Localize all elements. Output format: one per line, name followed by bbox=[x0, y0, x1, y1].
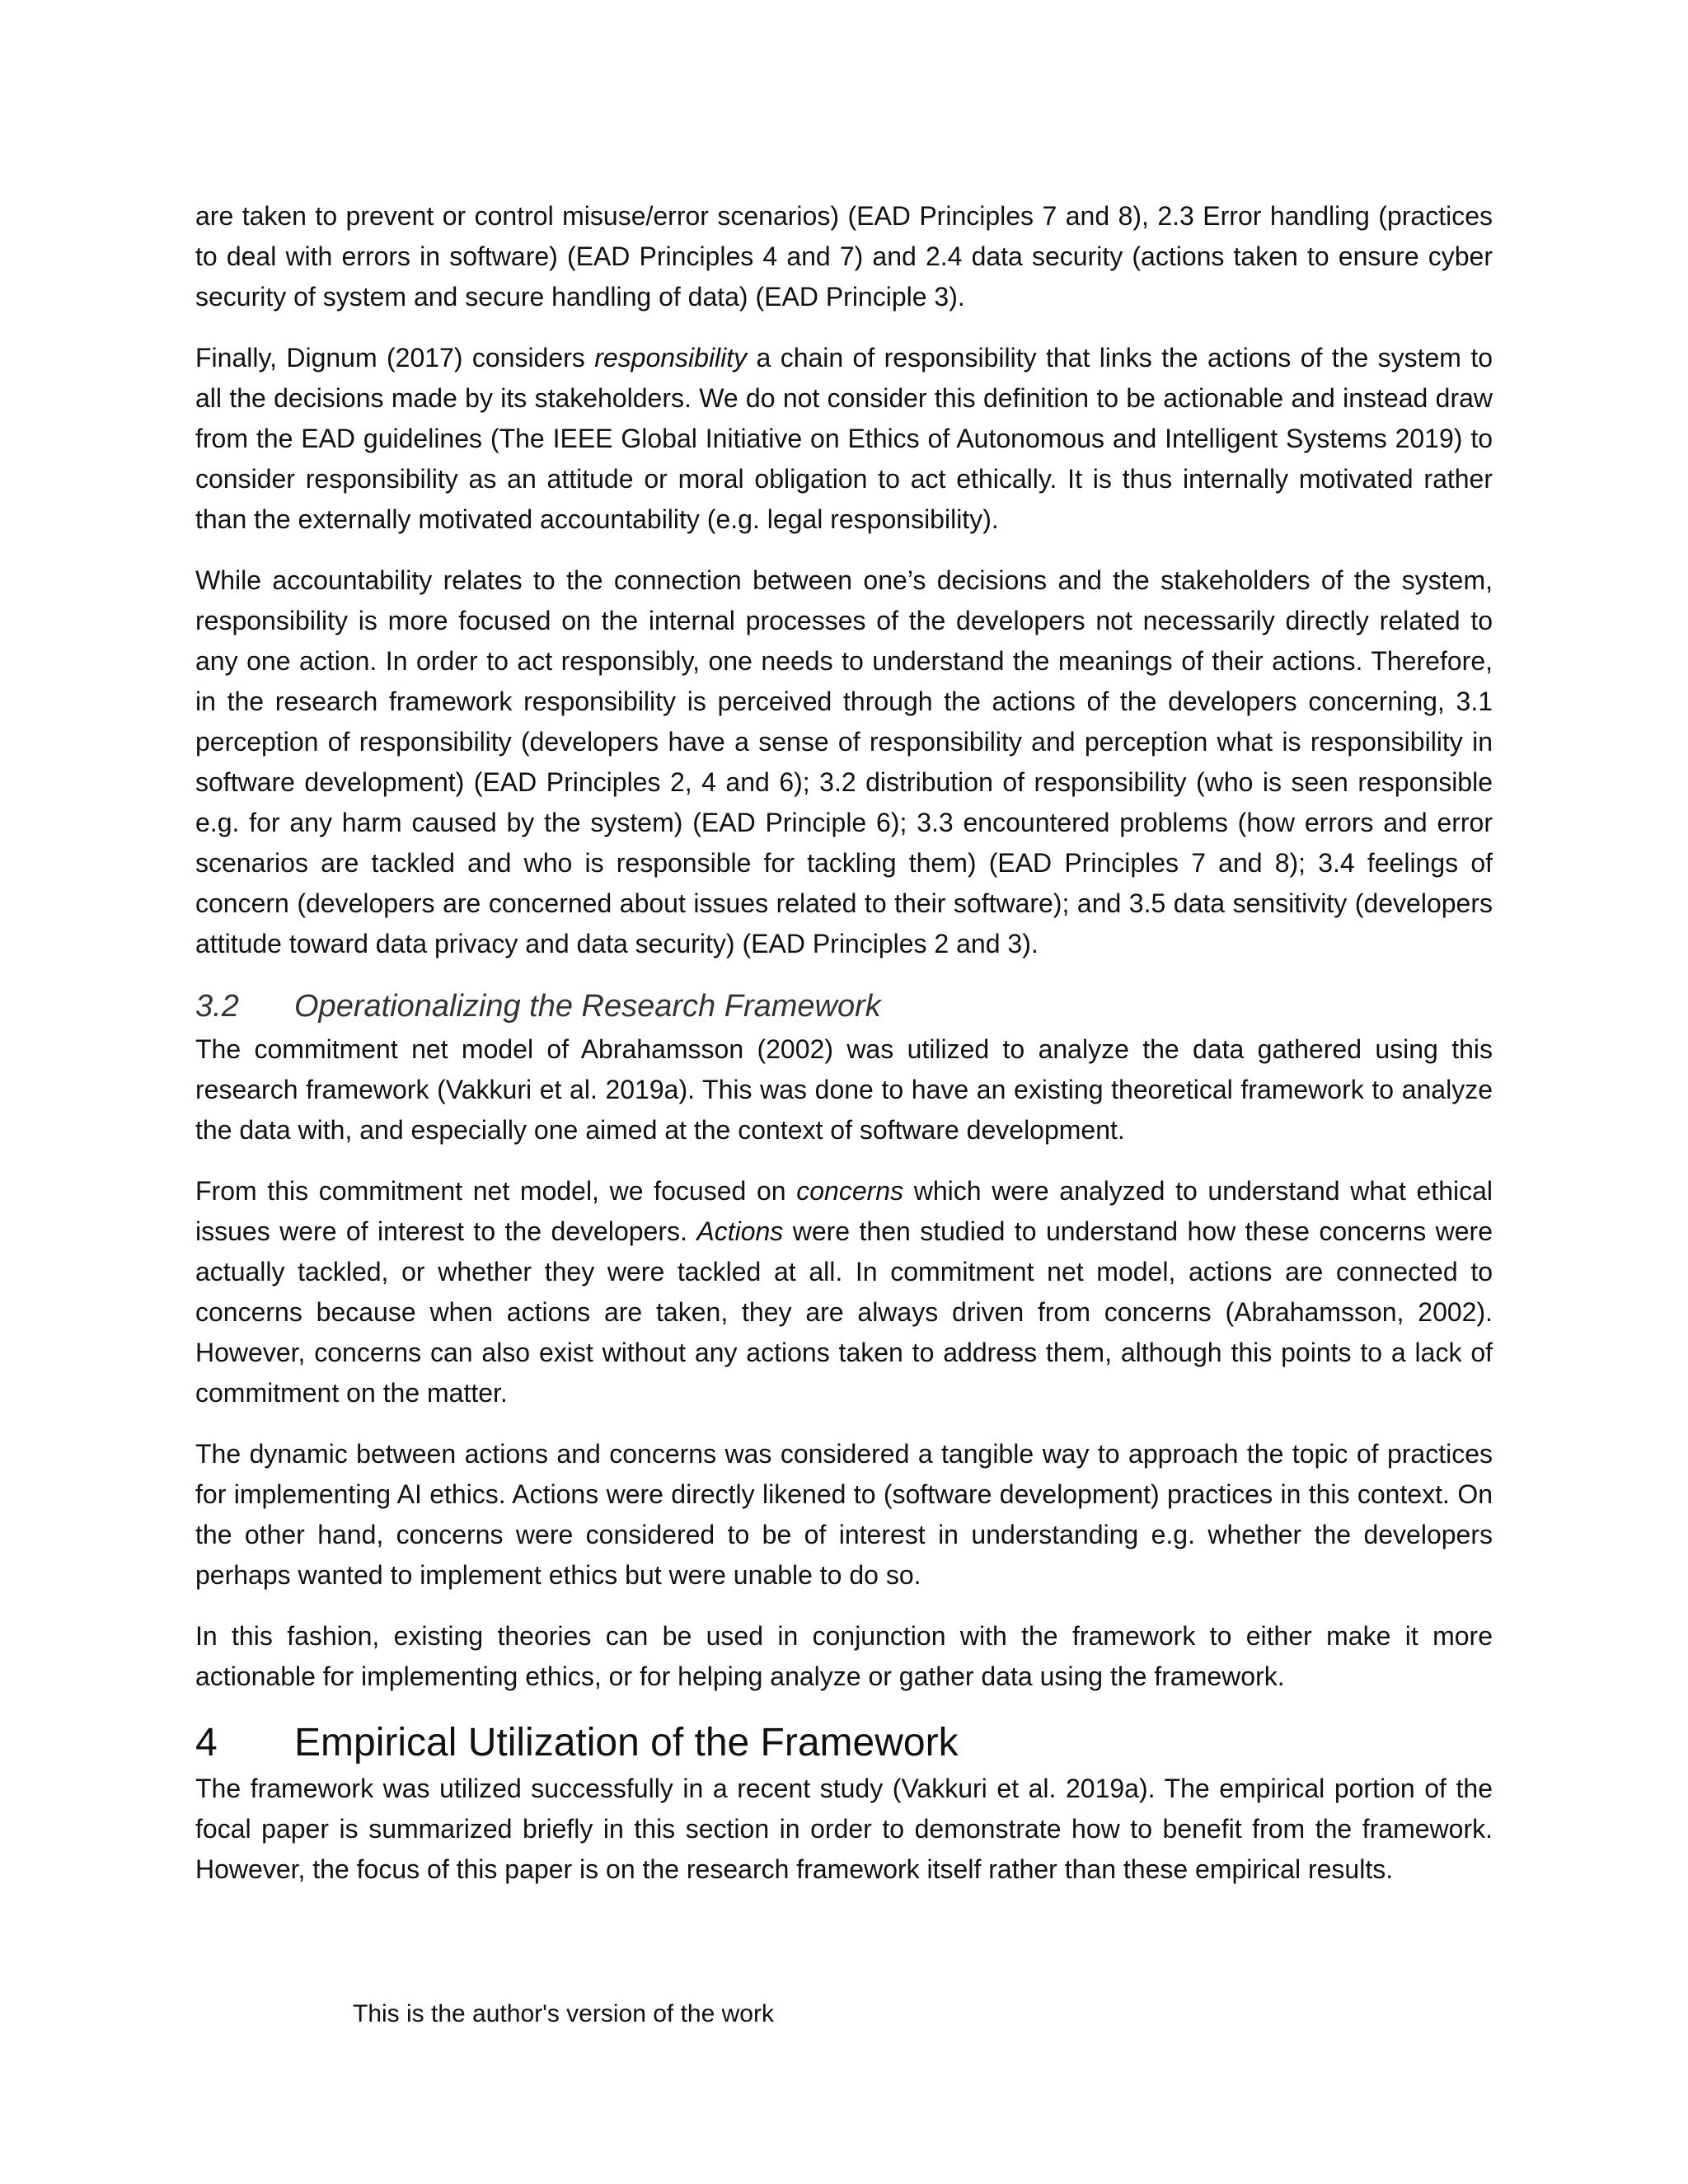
subsection-title: Operationalizing the Research Framework bbox=[294, 989, 881, 1024]
paragraph-empirical-utilization bbox=[195, 1769, 1493, 1890]
section-number: 4 bbox=[195, 1721, 218, 1765]
paragraph-text: a chain of responsibility that links the actions of the system to all the decisions made by its stakeholders. We do not consider this definition to be actionable and instead draw from the EAD guidelines (The IEEE Global Initiative on Ethics of Autonomous and Intelligent Systems 2019) to consider responsibility as an attitude or moral obligation to act ethically. It is thus internally motivated rather than the externally motivated accountability (e.g. legal responsibility). bbox=[195, 343, 1493, 534]
paragraph-text: Finally, Dignum (2017) considers bbox=[195, 343, 595, 373]
section-title: Empirical Utilization of the Framework bbox=[294, 1721, 959, 1765]
subsection-heading bbox=[195, 985, 1493, 1028]
paragraph-text: From this commitment net model, we focused on bbox=[195, 1176, 797, 1206]
paragraph-existing-theories bbox=[195, 1616, 1493, 1697]
subsection-number: 3.2 bbox=[195, 989, 239, 1024]
page-content bbox=[195, 196, 1493, 1910]
paragraph-text: The commitment net model of Abrahamsson (2002) was utilized to analyze the data gathered using this research framework (Vakkuri et al. 2019a). This was done to have an existing theoretical framework to analyze the data with, and especially one aimed at the context of software development. bbox=[195, 1034, 1493, 1145]
paragraph-text: The dynamic between actions and concerns was considered a tangible way to approach the topic of practices for implementing AI ethics. Actions were directly likened to (software development) practices in this context. On the other hand, concerns were considered to be of interest in understanding e.g. whether the developers perhaps wanted to implement ethics but were unable to do so. bbox=[195, 1439, 1493, 1590]
paragraph-text: which were analyzed to understand what ethical issues were of interest to the developers. bbox=[195, 1176, 1493, 1246]
emphasis-responsibility: responsibility bbox=[594, 343, 748, 373]
paragraph-error-handling bbox=[195, 196, 1493, 317]
paragraph-text: were then studied to understand how these concerns were actually tackled, or whether they were tackled at all. In commitment net model, actions are connected to concerns because when actions are taken, they are always driven from concerns (Abrahamsson, 2002). However, concerns can also exist without any actions taken to address them, although this points to a lack of commitment on the matter. bbox=[195, 1216, 1493, 1408]
paragraph-text: are taken to prevent or control misuse/error scenarios) (EAD Principles 7 and 8), 2.3 Error handling (practices to deal with errors in software) (EAD Principles 4 and 7) and 2.4 data security (actions taken to ensure cyber security of system and secure handling of data) (EAD Principle 3). bbox=[195, 201, 1493, 312]
paragraph-responsibility-definition bbox=[195, 338, 1493, 540]
paragraph-commitment-net-model bbox=[195, 1029, 1493, 1151]
paragraph-dynamic-actions-concerns bbox=[195, 1434, 1493, 1596]
paragraph-text: In this fashion, existing theories can be used in conjunction with the framework to either make it more actionable for implementing ethics, or for helping analyze or gather data using the framework. bbox=[195, 1621, 1493, 1691]
section-heading bbox=[195, 1718, 1493, 1769]
paragraph-text: While accountability relates to the connection between one’s decisions and the stakeholders of the system, responsibility is more focused on the internal processes of the developers not necessarily directly related to any one action. In order to act responsibly, one needs to understand the meanings of their actions. Therefore, in the research framework responsibility is perceived through the actions of the developers concerning, 3.1 perception of responsibility (developers have a sense of responsibility and perception what is responsibility in software development) (EAD Principles 2, 4 and 6); 3.2 distribution of responsibility (who is seen responsible e.g. for any harm caused by the system) (EAD Principle 6); 3.3 encountered problems (how errors and error scenarios are tackled and who is responsible for tackling them) (EAD Principles 7 and 8); 3.4 feelings of concern (developers are concerned about issues related to their software); and 3.5 data sensitivity (developers attitude toward data privacy and data security) (EAD Principles 2 and 3). bbox=[195, 565, 1493, 958]
paragraph-text: The framework was utilized successfully in a recent study (Vakkuri et al. 2019a). The empirical portion of the focal paper is summarized briefly in this section in order to demonstrate how to benefit from the framework. However, the focus of this paper is on the research framework itself rather than these empirical results. bbox=[195, 1774, 1493, 1884]
page-footer: This is the author's version of the work bbox=[353, 2000, 774, 2027]
paragraph-accountability-vs-responsibility bbox=[195, 560, 1493, 964]
paragraph-concerns-actions bbox=[195, 1171, 1493, 1413]
emphasis-actions: Actions bbox=[696, 1216, 784, 1246]
emphasis-concerns: concerns bbox=[796, 1176, 904, 1206]
